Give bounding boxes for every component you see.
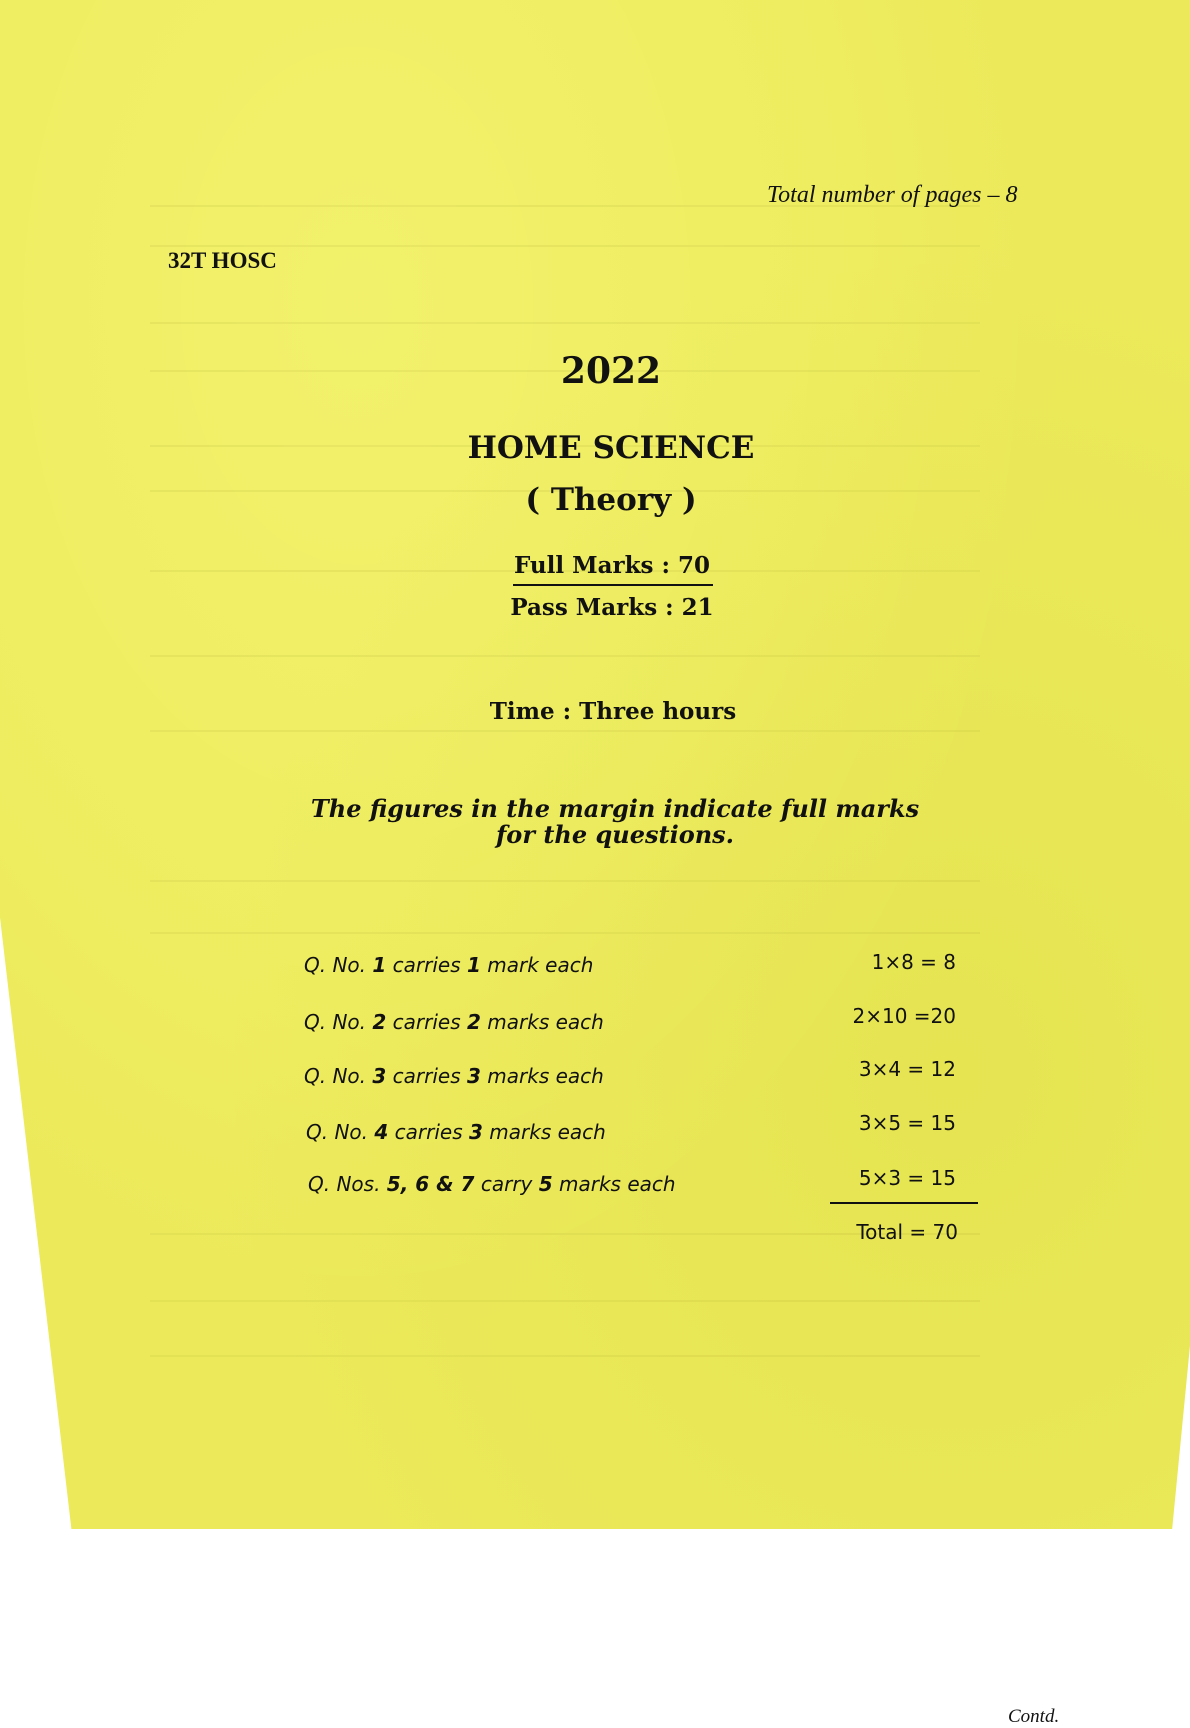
bleed-through-line: [150, 655, 980, 657]
bleed-through-line: [150, 245, 980, 247]
distribution-row-label: Q. No. 3 carries 3 marks each: [304, 1064, 604, 1088]
distribution-row-label: Q. No. 1 carries 1 mark each: [304, 953, 594, 977]
distribution-row-calc: 3×4 = 12: [858, 1057, 956, 1081]
exam-year: 2022: [560, 350, 662, 392]
bleed-through-line: [150, 1300, 980, 1302]
time-allowed: Time : Three hours: [489, 698, 737, 725]
marks-divider: [513, 584, 713, 586]
instruction-line-1: The figures in the margin indicate full marks: [310, 794, 920, 823]
distribution-row-calc: 3×5 = 15: [858, 1111, 956, 1135]
distribution-row-label: Q. Nos. 5, 6 & 7 carry 5 marks each: [308, 1172, 676, 1196]
bleed-through-line: [150, 932, 980, 934]
pass-marks: Pass Marks : 21: [510, 594, 714, 621]
distribution-row-calc: 5×3 = 15: [858, 1166, 956, 1190]
contd-note: Contd.: [1008, 1706, 1060, 1727]
full-marks: Full Marks : 70: [513, 552, 710, 579]
instruction-line-2: for the questions.: [495, 820, 735, 849]
grand-total: Total = 70: [856, 1220, 958, 1244]
distribution-row-label: Q. No. 4 carries 3 marks each: [306, 1120, 606, 1144]
total-pages-note: Total number of pages – 8: [767, 182, 1018, 208]
paper-type: ( Theory ): [525, 482, 697, 518]
bleed-through-line: [150, 730, 980, 732]
bleed-through-line: [150, 880, 980, 882]
paper-code: 32T HOSC: [168, 248, 277, 273]
bleed-through-line: [150, 1355, 980, 1357]
subject-title: HOME SCIENCE: [467, 430, 755, 466]
distribution-row-calc: 1×8 = 8: [871, 950, 956, 974]
total-divider: [830, 1202, 978, 1204]
distribution-row-label: Q. No. 2 carries 2 marks each: [304, 1010, 604, 1034]
distribution-row-calc: 2×10 =20: [852, 1004, 956, 1028]
bleed-through-line: [150, 322, 980, 324]
